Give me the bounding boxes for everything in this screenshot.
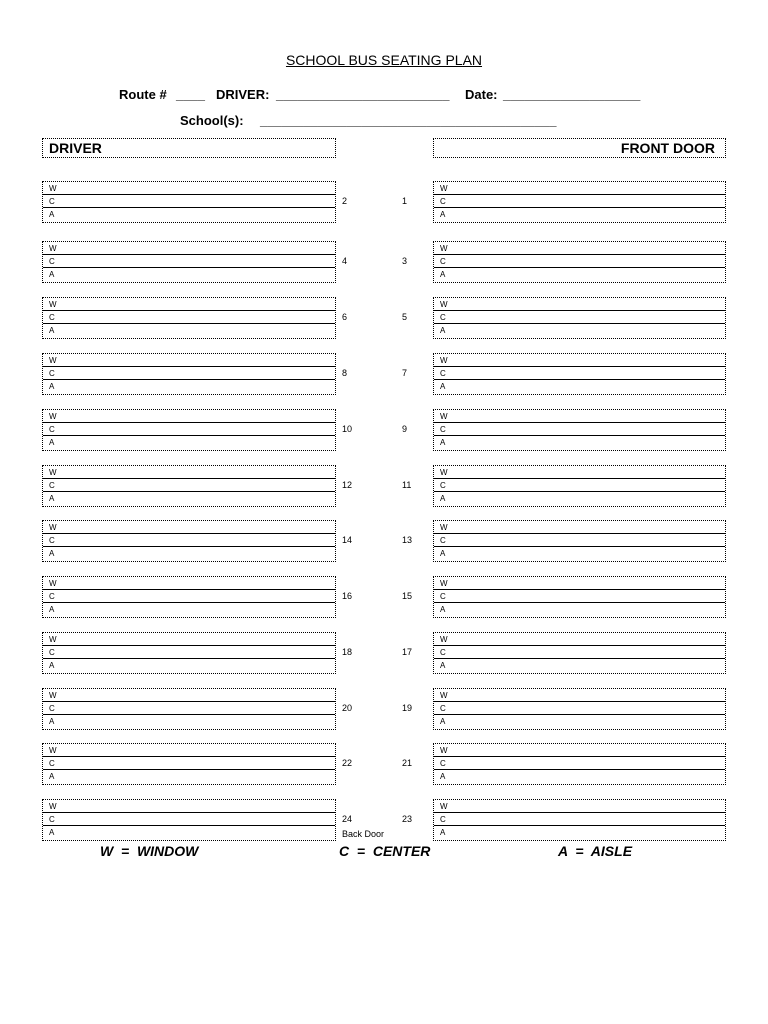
seat-line[interactable]: W xyxy=(43,744,335,757)
seat-box-right xyxy=(433,297,726,339)
seat-line[interactable]: W xyxy=(43,689,335,702)
seat-box-left xyxy=(42,688,336,730)
seat-line[interactable]: W xyxy=(434,521,725,534)
seat-line[interactable]: A xyxy=(440,828,446,837)
seat-box-left xyxy=(42,632,336,674)
driver-field[interactable]: ________________________ xyxy=(276,87,450,102)
seat-line[interactable]: A xyxy=(440,326,446,335)
seat-box-right xyxy=(433,353,726,395)
seat-number: 12 xyxy=(342,480,353,490)
date-field[interactable]: ___________________ xyxy=(503,87,641,102)
seat-number: 21 xyxy=(402,758,413,768)
seat-line[interactable]: A xyxy=(49,270,55,279)
seat-line[interactable]: C xyxy=(434,255,725,268)
seat-number: 3 xyxy=(402,256,408,266)
seat-line[interactable]: W xyxy=(434,242,725,255)
seat-line[interactable]: W xyxy=(43,242,335,255)
seat-line[interactable]: C xyxy=(434,195,725,208)
seat-line[interactable]: A xyxy=(49,605,55,614)
seat-number: 6 xyxy=(342,312,348,322)
seat-number: 10 xyxy=(342,424,353,434)
seat-line[interactable]: C xyxy=(434,367,725,380)
seat-number: 15 xyxy=(402,591,413,601)
seat-number: 14 xyxy=(342,535,353,545)
seat-number: 17 xyxy=(402,647,413,657)
seat-line[interactable]: C xyxy=(434,813,725,826)
seat-line[interactable]: C xyxy=(43,590,335,603)
seat-line[interactable]: A xyxy=(49,438,55,447)
legend-window: W = WINDOW xyxy=(100,843,199,859)
seat-line[interactable]: W xyxy=(434,689,725,702)
seat-line[interactable]: C xyxy=(43,255,335,268)
legend-aisle: A = AISLE xyxy=(558,843,633,859)
seat-number: 9 xyxy=(402,424,408,434)
seat-line[interactable]: W xyxy=(434,354,725,367)
seat-number: 7 xyxy=(402,368,408,378)
seat-line[interactable]: A xyxy=(440,210,446,219)
seat-line[interactable]: C xyxy=(43,757,335,770)
seat-box-left xyxy=(42,465,336,507)
seat-line[interactable]: C xyxy=(434,757,725,770)
seat-number: 16 xyxy=(342,591,353,601)
seat-line[interactable]: A xyxy=(49,494,55,503)
seat-line[interactable]: W xyxy=(434,800,725,813)
seat-line[interactable]: W xyxy=(434,466,725,479)
seat-line[interactable]: A xyxy=(440,661,446,670)
seat-line[interactable]: C xyxy=(434,311,725,324)
driver-label: DRIVER: xyxy=(216,87,270,102)
seat-line[interactable]: A xyxy=(440,438,446,447)
seat-box-right xyxy=(433,743,726,785)
seat-box-left xyxy=(42,297,336,339)
seat-line[interactable]: W xyxy=(43,521,335,534)
seat-box-right xyxy=(433,181,726,223)
seat-line[interactable]: W xyxy=(43,577,335,590)
seat-line[interactable]: C xyxy=(434,534,725,547)
seat-line[interactable]: A xyxy=(49,549,55,558)
seat-box-left xyxy=(42,799,336,841)
seat-line[interactable]: A xyxy=(440,772,446,781)
schools-field[interactable]: _________________________________________ xyxy=(260,113,557,128)
seat-number: 13 xyxy=(402,535,413,545)
seat-line[interactable]: A xyxy=(440,717,446,726)
seat-box-left xyxy=(42,520,336,562)
seat-line[interactable]: A xyxy=(49,210,55,219)
seat-line[interactable]: A xyxy=(440,494,446,503)
page-title: SCHOOL BUS SEATING PLAN xyxy=(285,52,483,68)
seat-line[interactable]: W xyxy=(43,298,335,311)
seat-line[interactable]: C xyxy=(43,479,335,492)
seat-number: 1 xyxy=(402,196,408,206)
seat-line[interactable]: C xyxy=(43,646,335,659)
seat-line[interactable]: W xyxy=(43,633,335,646)
seat-box-right xyxy=(433,688,726,730)
seat-number: 24 xyxy=(342,814,353,824)
seat-box-left xyxy=(42,241,336,283)
seat-number: 8 xyxy=(342,368,348,378)
seat-box-right xyxy=(433,465,726,507)
driver-box: DRIVER xyxy=(42,138,336,158)
route-field[interactable]: ____ xyxy=(176,87,205,102)
seat-line[interactable]: A xyxy=(49,382,55,391)
seat-line[interactable]: W xyxy=(434,633,725,646)
legend-center: C = CENTER xyxy=(339,843,431,859)
seat-box-left xyxy=(42,409,336,451)
seat-line[interactable]: C xyxy=(43,813,335,826)
back-door-label: Back Door xyxy=(342,829,385,839)
seat-line[interactable]: W xyxy=(43,410,335,423)
seat-box-left xyxy=(42,576,336,618)
seat-line[interactable]: C xyxy=(43,367,335,380)
seat-line[interactable]: C xyxy=(434,702,725,715)
seat-line[interactable]: C xyxy=(43,423,335,436)
seat-box-left xyxy=(42,353,336,395)
seat-line[interactable]: W xyxy=(43,354,335,367)
seat-line[interactable]: C xyxy=(43,534,335,547)
seat-line[interactable]: A xyxy=(440,382,446,391)
seat-line[interactable]: A xyxy=(440,605,446,614)
seat-line[interactable]: W xyxy=(434,298,725,311)
seat-number: 5 xyxy=(402,312,408,322)
seat-number: 20 xyxy=(342,703,353,713)
date-label: Date: xyxy=(465,87,498,102)
seat-number: 23 xyxy=(402,814,413,824)
seat-line[interactable]: W xyxy=(43,182,335,195)
seat-line[interactable]: A xyxy=(49,828,55,837)
seat-line[interactable]: C xyxy=(434,590,725,603)
seat-number: 19 xyxy=(402,703,413,713)
seat-box-left xyxy=(42,743,336,785)
seat-line[interactable]: C xyxy=(434,423,725,436)
seat-line[interactable]: W xyxy=(434,182,725,195)
seat-line[interactable]: A xyxy=(49,717,55,726)
seat-number: 22 xyxy=(342,758,353,768)
seat-line[interactable]: A xyxy=(49,326,55,335)
seat-line[interactable]: W xyxy=(43,466,335,479)
seat-line[interactable]: A xyxy=(49,661,55,670)
seat-number: 18 xyxy=(342,647,353,657)
seat-line[interactable]: C xyxy=(43,195,335,208)
seat-box-right xyxy=(433,799,726,841)
seat-box-right xyxy=(433,409,726,451)
seat-line[interactable]: C xyxy=(43,702,335,715)
seat-line[interactable]: W xyxy=(434,410,725,423)
seat-line[interactable]: C xyxy=(434,479,725,492)
seat-line[interactable]: A xyxy=(440,549,446,558)
route-label: Route # xyxy=(119,87,167,102)
seat-number: 11 xyxy=(402,480,412,490)
seat-box-right xyxy=(433,241,726,283)
seat-box-right xyxy=(433,576,726,618)
seat-number: 2 xyxy=(342,196,348,206)
seat-line[interactable]: C xyxy=(43,311,335,324)
seat-box-right xyxy=(433,520,726,562)
seat-line[interactable]: A xyxy=(49,772,55,781)
seat-box-left xyxy=(42,181,336,223)
seat-line[interactable]: W xyxy=(43,800,335,813)
front-door-box: FRONT DOOR xyxy=(433,138,726,158)
seat-box-right xyxy=(433,632,726,674)
seat-line[interactable]: W xyxy=(434,577,725,590)
schools-label: School(s): xyxy=(180,113,244,128)
seat-line[interactable]: A xyxy=(440,270,446,279)
seat-line[interactable]: W xyxy=(434,744,725,757)
seat-line[interactable]: C xyxy=(434,646,725,659)
seat-number: 4 xyxy=(342,256,348,266)
